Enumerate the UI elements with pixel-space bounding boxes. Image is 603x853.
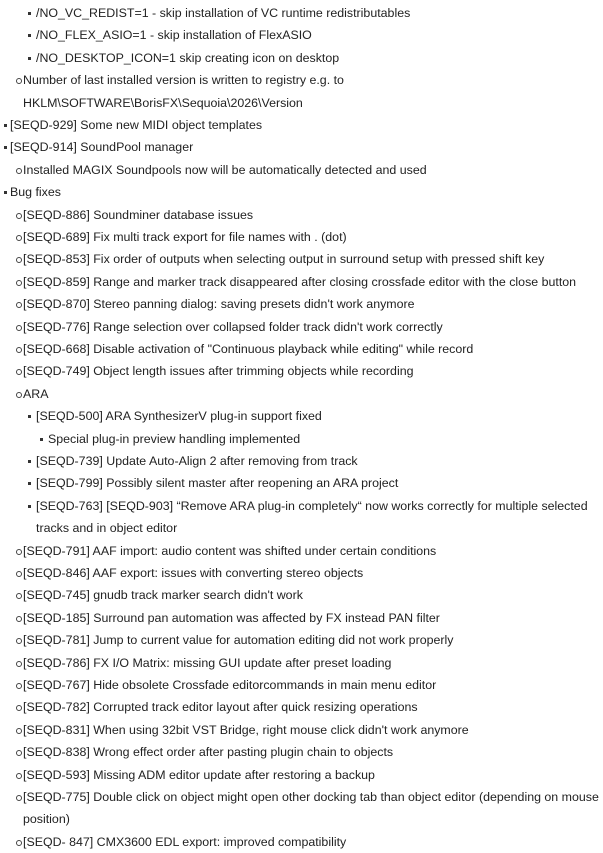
list-item [0, 428, 599, 450]
list-item-text: Special plug-in preview handling implemented [48, 431, 301, 446]
circle-bullet-icon [16, 661, 22, 667]
list-item-text-continuation: HKLM\SOFTWARE\BorisFX\Sequoia\2026\Version [23, 95, 303, 110]
list-item [0, 271, 599, 293]
circle-bullet-icon [16, 795, 22, 801]
list-item-text: [SEQD-846] AAF export: issues with converting stereo objects [23, 566, 364, 580]
list-item [0, 114, 599, 136]
list-item [0, 2, 599, 24]
list-item-text: [SEQD-500] ARA SynthesizerV plug-in support fixed [36, 409, 322, 424]
list-item-text-continuation: tracks and in object editor [36, 521, 178, 536]
list-item [0, 741, 599, 763]
list-item-text: [SEQD-838] Wrong effect order after pasting plugin chain to objects [23, 745, 394, 760]
list-item-continuation [0, 808, 599, 830]
list-item-text: [SEQD-185] Surround pan automation was affected by FX instead PAN filter [23, 610, 440, 625]
list-item-text: [SEQD-593] Missing ADM editor update after restoring a backup [23, 767, 375, 782]
list-item-text: /NO_FLEX_ASIO=1 - skip installation of FlexASIO [36, 28, 312, 43]
list-item [0, 450, 599, 472]
list-item-text: Installed MAGIX Soundpools now will be automatically detected and used [23, 162, 427, 177]
list-item [0, 629, 599, 651]
circle-bullet-icon [16, 571, 22, 577]
square-bullet-icon [28, 482, 31, 485]
square-bullet-icon [4, 124, 7, 127]
list-item-text: [SEQD-781] Jump to current value for automation editing did not work properly [23, 633, 454, 648]
circle-bullet-icon [16, 78, 22, 84]
circle-bullet-icon [16, 728, 22, 734]
list-item-text: [SEQD-799] Possibly silent master after reopening an ARA project [36, 476, 399, 491]
circle-bullet-icon [16, 705, 22, 711]
list-item-text: [SEQD- 847] CMX3600 EDL export: improved compatibility [23, 834, 347, 849]
square-bullet-icon [28, 505, 31, 508]
circle-bullet-icon [16, 325, 22, 331]
list-item-text: ARA [23, 386, 49, 401]
square-bullet-icon [28, 460, 31, 463]
circle-bullet-icon [16, 392, 22, 398]
list-item-text: /NO_VC_REDIST=1 - skip installation of VC runtime redistributables [36, 6, 411, 20]
list-item-text: [SEQD-749] Object length issues after trimming objects while recording [23, 364, 414, 379]
list-item-text: [SEQD-886] Soundminer database issues [23, 207, 254, 222]
list-item [0, 204, 599, 226]
circle-bullet-icon [16, 773, 22, 779]
list-item-text: [SEQD-859] Range and marker track disappeared after closing crossfade editor with the close button [23, 274, 577, 289]
circle-bullet-icon [16, 257, 22, 263]
list-item-text: [SEQD-776] Range selection over collapsed folder track didn't work correctly [23, 319, 443, 334]
list-item [0, 293, 599, 315]
list-item-text-continuation: position) [23, 812, 70, 827]
circle-bullet-icon [16, 750, 22, 756]
square-bullet-icon [40, 438, 43, 441]
square-bullet-icon [28, 34, 31, 37]
circle-bullet-icon [16, 593, 22, 599]
list-item-continuation [0, 92, 599, 114]
list-item [0, 159, 599, 181]
list-item [0, 786, 599, 808]
list-item-text: [SEQD-853] Fix order of outputs when selecting output in surround setup with pressed shift key [23, 252, 545, 267]
list-item-text: [SEQD-767] Hide obsolete Crossfade editorcommands in main menu editor [23, 678, 437, 692]
list-item [0, 831, 599, 853]
list-item [0, 69, 599, 91]
list-item-text: [SEQD-791] AAF import: audio content was shifted under certain conditions [23, 543, 437, 558]
circle-bullet-icon [16, 549, 22, 555]
list-item [0, 584, 599, 606]
list-item [0, 136, 599, 158]
list-item-text: Number of last installed version is written to registry e.g. to [23, 73, 344, 88]
list-item [0, 764, 599, 786]
circle-bullet-icon [16, 280, 22, 286]
list-item [0, 338, 599, 360]
square-bullet-icon [28, 415, 31, 418]
list-item [0, 181, 599, 203]
circle-bullet-icon [16, 347, 22, 353]
list-item [0, 360, 599, 382]
list-item [0, 562, 599, 584]
list-item [0, 226, 599, 248]
circle-bullet-icon [16, 369, 22, 375]
list-item-text: [SEQD-689] Fix multi track export for file names with . (dot) [23, 230, 347, 244]
list-item-text: [SEQD-739] Update Auto-Align 2 after removing from track [36, 454, 358, 468]
list-item [0, 383, 599, 405]
list-item [0, 652, 599, 674]
list-item [0, 674, 599, 696]
list-item-text: Bug fixes [10, 185, 61, 200]
circle-bullet-icon [16, 616, 22, 622]
list-item-text: [SEQD-831] When using 32bit VST Bridge, right mouse click didn't work anymore [23, 722, 469, 737]
list-item-text: [SEQD-786] FX I/O Matrix: missing GUI update after preset loading [23, 655, 392, 670]
circle-bullet-icon [16, 302, 22, 308]
circle-bullet-icon [16, 638, 22, 644]
list-item [0, 696, 599, 718]
circle-bullet-icon [16, 168, 22, 174]
circle-bullet-icon [16, 235, 22, 241]
list-item-text: [SEQD-782] Corrupted track editor layout after quick resizing operations [23, 700, 418, 715]
list-item-text: [SEQD-763] [SEQD-903] “Remove ARA plug-in completely“ now works correctly for multiple selected [36, 498, 588, 513]
list-item [0, 472, 599, 494]
list-item-text: [SEQD-775] Double click on object might open other docking tab than object editor (depending on mouse [23, 790, 599, 804]
square-bullet-icon [4, 191, 7, 194]
list-item [0, 316, 599, 338]
list-item-text: [SEQD-745] gnudb track marker search didn't work [23, 588, 303, 603]
list-item-text: [SEQD-668] Disable activation of "Continuous playback while editing" while record [23, 342, 474, 356]
list-item [0, 495, 599, 517]
list-item-text: /NO_DESKTOP_ICON=1 skip creating icon on desktop [36, 50, 340, 65]
circle-bullet-icon [16, 683, 22, 689]
list-item-text: [SEQD-929] Some new MIDI object templates [10, 118, 263, 132]
list-item [0, 24, 599, 46]
square-bullet-icon [28, 12, 31, 15]
list-item [0, 47, 599, 69]
circle-bullet-icon [16, 840, 22, 846]
square-bullet-icon [4, 146, 7, 149]
circle-bullet-icon [16, 213, 22, 219]
list-item [0, 248, 599, 270]
list-item-continuation [0, 517, 599, 539]
list-item [0, 540, 599, 562]
list-item [0, 405, 599, 427]
square-bullet-icon [28, 57, 31, 60]
list-item [0, 719, 599, 741]
list-item [0, 607, 599, 629]
list-item-text: [SEQD-870] Stereo panning dialog: saving presets didn't work anymore [23, 297, 415, 312]
list-item-text: [SEQD-914] SoundPool manager [10, 140, 194, 155]
